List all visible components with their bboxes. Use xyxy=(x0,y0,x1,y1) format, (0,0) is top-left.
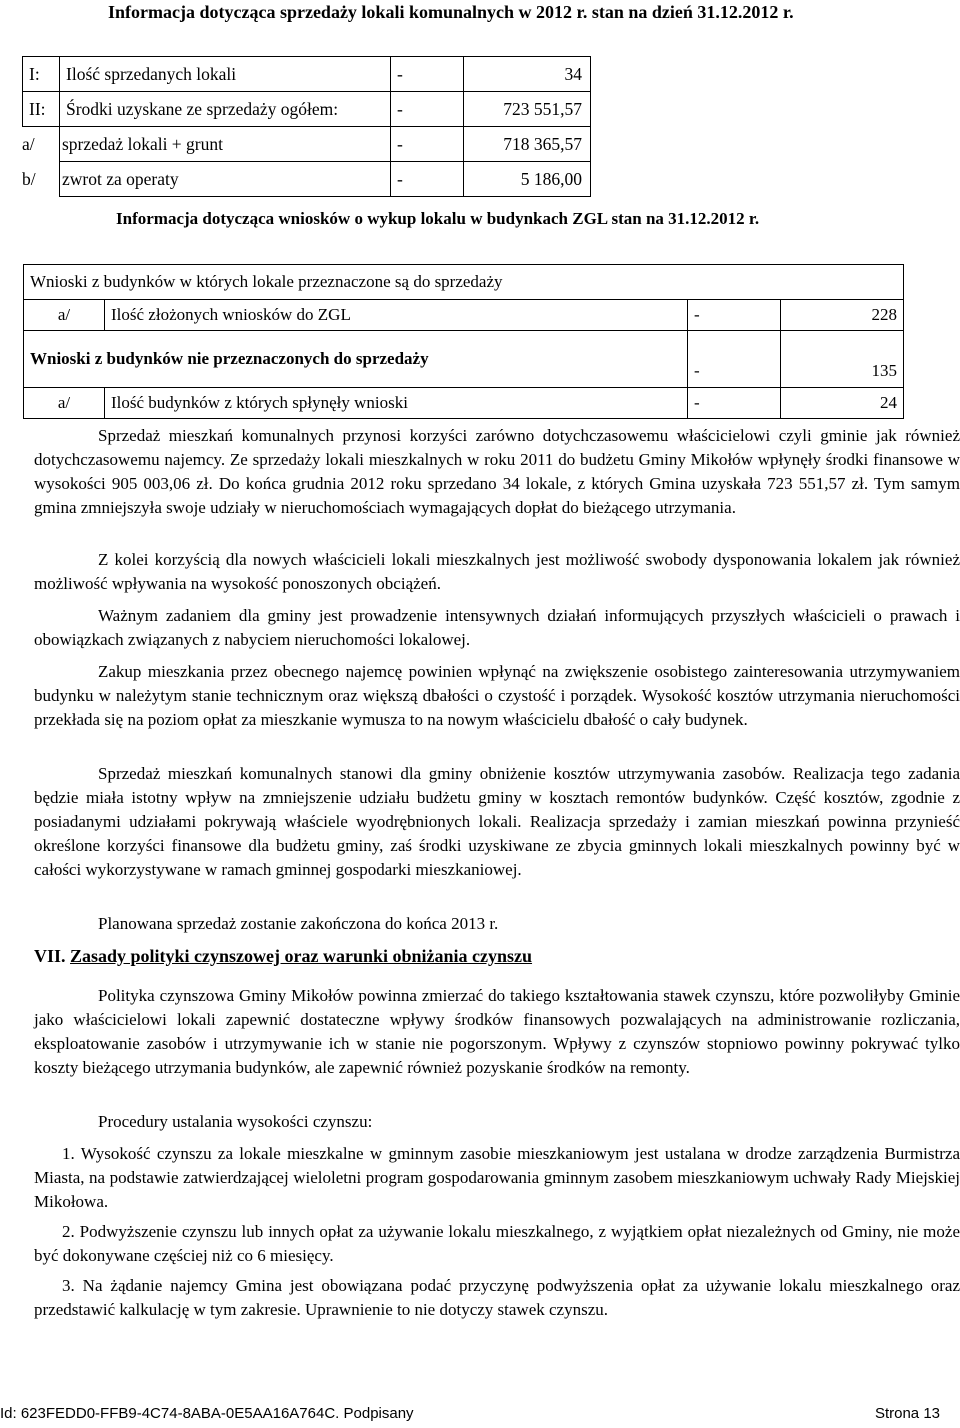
table-header-row xyxy=(24,331,904,388)
paragraph xyxy=(34,604,960,652)
section-title: Informacja dotycząca wniosków o wykup lokalu w budynkach ZGL stan na 31.12.2012 r. xyxy=(116,209,760,228)
row-number: b/ xyxy=(22,168,36,189)
header-text: Wnioski z budynków nie przeznaczonych do sprzedaży xyxy=(30,349,429,368)
table-row xyxy=(23,127,591,162)
row-dash: - xyxy=(688,300,781,331)
row-label xyxy=(22,127,391,162)
row-label-text: zwrot za operaty xyxy=(62,168,179,189)
row-number: a/ xyxy=(24,388,105,419)
paragraph-text: Sprzedaż mieszkań komunalnych przynosi korzyści zarówno dotychczasowemu właścicielowi czyli gminie jak również dotychczasowemu najemcy. Ze sprzedaży lokali mieszkalnych w roku 2011 do budżetu Gminy Mikołów wpłynęły środki finansowe w wysokości 905 003,06 zł. Do końca grudnia 2012 roku sprzedano 34 lokale, z których Gmina uzyskała 723 551,57 zł. Tym samym gmina zmniejszyła swoje udziały w nieruchomościach wymagających dopłat do bieżącego utrzymania. xyxy=(34,426,960,517)
procedure-item xyxy=(34,1274,960,1322)
table-row xyxy=(23,57,591,92)
table-row xyxy=(23,162,591,197)
procedure-text: 3. Na żądanie najemcy Gmina jest obowiązana podać przyczynę podwyższenia opłat za używanie lokalu mieszkalnego oraz przedstawić kalkulację w tym zakresie. Uprawnienie to nie dotyczy stawek czynszu. xyxy=(34,1276,960,1319)
paragraph-text: Sprzedaż mieszkań komunalnych stanowi dla gminy obniżenie kosztów utrzymywania zasobów. Realizacja tego zadania będzie miała istotny wpływ na zmniejszenie udziału budżetu gminy w kosztach remontów budynków. Część kosztów, zgodnie z posiadanymi udziałami pokrywają właściele wyodrębnionych lokali. Realizacja sprzedaży i zamian mieszkań powinna przynieść określone korzyści finansowe dla budżetu gminy, zaś środki uzyskiwane ze zbycia gminnych lokali mieszkalnych powinny być w całości wykorzystywane w ramach gminnej gospodarki mieszkaniowej. xyxy=(34,764,960,879)
table-header xyxy=(24,331,688,388)
sales-table xyxy=(22,56,591,197)
procedure-item xyxy=(34,1220,960,1268)
paragraph-text: Zakup mieszkania przez obecnego najemcę powinien wpłynąć na zwiększenie osobistego zainteresowania utrzymywaniem budynku w należytym stanie technicznym oraz większą dbałości o czystość i porządek. Wysokość kosztów utrzymania nieruchomości przekłada się na poziom opłat za mieszkanie wymusza to na nowym właścicielu dbałość o cały budynek. xyxy=(34,662,960,729)
paragraph xyxy=(34,984,960,1080)
row-label xyxy=(22,162,391,197)
section-number: VII. xyxy=(34,946,66,966)
row-value: 5 186,00 xyxy=(464,162,591,197)
paragraph-text: Z kolei korzyścią dla nowych właścicieli lokali mieszkalnych jest możliwość swobody dysponowania lokalem jak również możliwość wpływania na wysokość ponoszonych obciążeń. xyxy=(34,550,960,593)
paragraph xyxy=(34,762,960,882)
page-number: Strona 13 xyxy=(874,1405,940,1422)
procedure-text: 1. Wysokość czynszu za lokale mieszkalne w gminnym zasobie mieszkaniowym jest ustalana w drodze zarządzenia Burmistrza Miasta, na podstawie zatwierdzającej wieloletni program gospodarowania gminnym zasobem mieszkaniowym uchwały Rady Miejskiej Mikołowa. xyxy=(34,1144,960,1211)
document-id: Id: 623FEDD0-FFB9-4C74-8ABA-0E5AA16A764C. Podpisany xyxy=(0,1405,414,1422)
paragraph-text: Procedury ustalania wysokości czynszu: xyxy=(98,1112,373,1131)
paragraph xyxy=(34,548,960,596)
row-value: 135 xyxy=(781,331,904,388)
procedure-item xyxy=(34,1142,960,1214)
row-label-text: sprzedaż lokali + grunt xyxy=(62,133,223,154)
row-value: 34 xyxy=(464,57,591,92)
row-label: Środki uzyskane ze sprzedaży ogółem: xyxy=(60,92,391,127)
paragraph xyxy=(34,1110,960,1134)
paragraph-text: Planowana sprzedaż zostanie zakończona do końca 2013 r. xyxy=(98,914,499,933)
paragraph xyxy=(34,424,960,520)
procedure-text: 2. Podwyższenie czynszu lub innych opłat za używanie lokalu mieszkalnego, z wyjątkiem opłat niezależnych od Gminy, nie może być dokonywane częściej niż co 6 miesięcy. xyxy=(34,1222,960,1265)
row-number: I: xyxy=(23,57,60,92)
row-dash: - xyxy=(688,331,781,388)
document-title: Informacja dotycząca sprzedaży lokali komunalnych w 2012 r. stan na dzień 31.12.2012 r. xyxy=(108,2,794,22)
paragraph xyxy=(34,660,960,732)
table-row xyxy=(23,92,591,127)
row-dash: - xyxy=(391,162,464,197)
table-header-row xyxy=(24,265,904,300)
row-value: 228 xyxy=(781,300,904,331)
row-number: a/ xyxy=(24,300,105,331)
row-value: 718 365,57 xyxy=(464,127,591,162)
row-label: Ilość budynków z których spłynęły wnioski xyxy=(105,388,688,419)
row-dash: - xyxy=(391,57,464,92)
row-label: Ilość złożonych wniosków do ZGL xyxy=(105,300,688,331)
paragraph-text: Polityka czynszowa Gminy Mikołów powinna zmierzać do takiego kształtowania stawek czynszu, które pozwoliłyby Gminie jako właścicielowi lokali zapewnić dostateczne wpływy środków finansowych pozwalających na administrowanie rozliczania, eksploatowanie zasobów i utrzymywanie ich w stanie nie pogorszonym. Wpływy z czynszów stopniowo powinny pokrywać tylko koszty bieżącego utrzymania budynków, ale zapewnić również pozyskanie środków na remonty. xyxy=(34,986,960,1077)
paragraph xyxy=(34,912,960,936)
row-dash: - xyxy=(391,92,464,127)
paragraph-text: Ważnym zadaniem dla gminy jest prowadzenie intensywnych działań informujących przyszłych właścicieli o prawach i obowiązkach związanych z nabyciem nieruchomości lokalowej. xyxy=(34,606,960,649)
row-number: II: xyxy=(23,92,60,127)
table-row xyxy=(24,300,904,331)
row-dash: - xyxy=(688,388,781,419)
applications-table xyxy=(23,264,904,419)
row-value: 723 551,57 xyxy=(464,92,591,127)
row-number: a/ xyxy=(22,133,35,154)
row-label: Ilość sprzedanych lokali xyxy=(60,57,391,92)
section-heading-title: Zasady polityki czynszowej oraz warunki obniżania czynszu xyxy=(70,946,533,966)
section-heading xyxy=(34,946,532,967)
row-value: 24 xyxy=(781,388,904,419)
table-header: Wnioski z budynków w których lokale przeznaczone są do sprzedaży xyxy=(24,265,904,300)
table-row xyxy=(24,388,904,419)
row-dash: - xyxy=(391,127,464,162)
